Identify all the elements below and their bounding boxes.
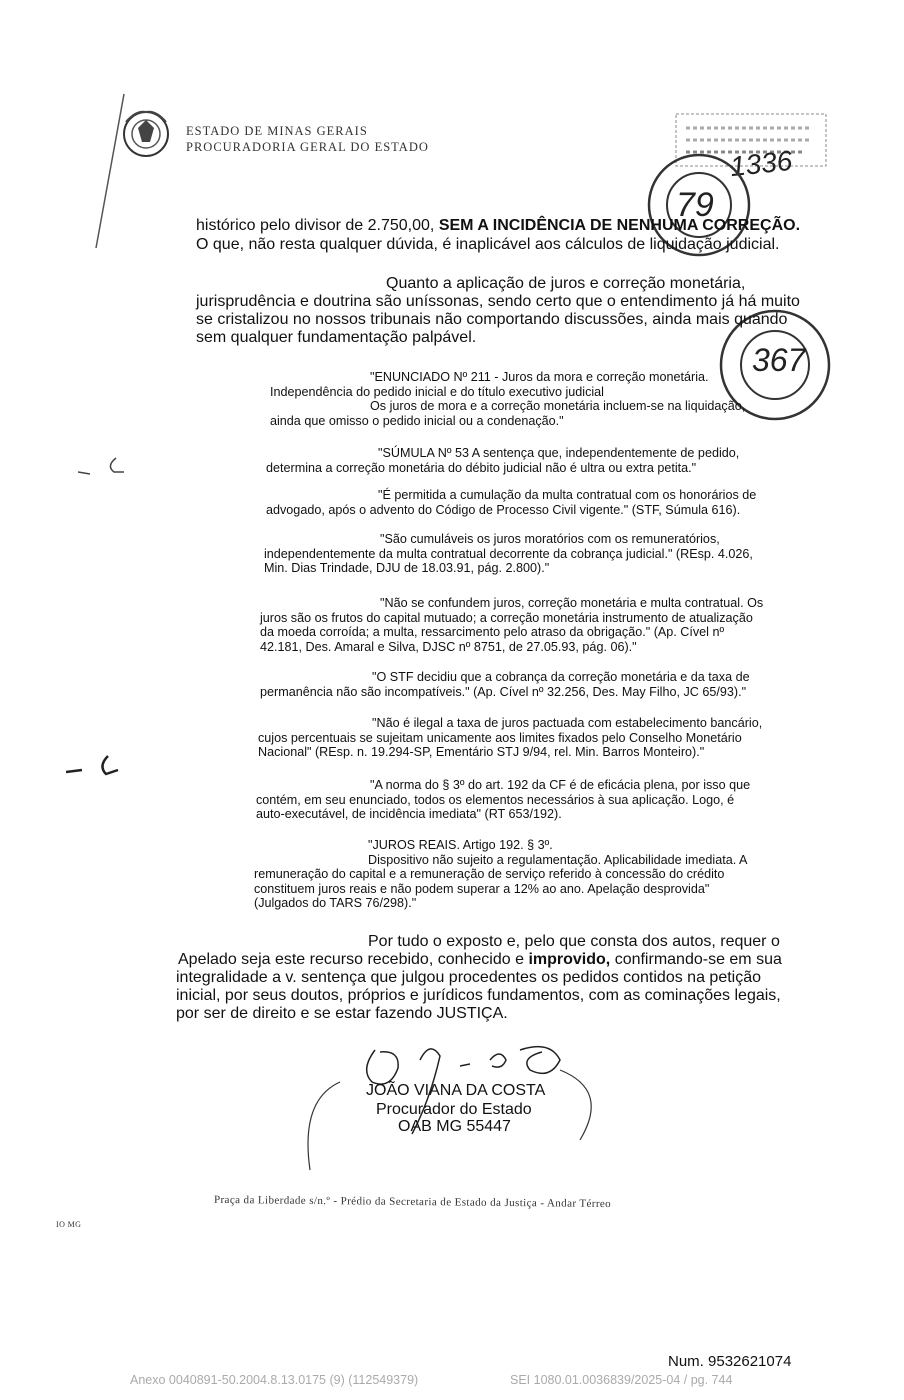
- stamp-handwritten-number: 1336: [728, 144, 794, 183]
- margin-mark-1: [78, 452, 138, 482]
- signature-oab: OAB MG 55447: [398, 1118, 511, 1135]
- quote-2: "SÚMULA Nº 53 A sentença que, independentemente de pedido, determina a correção monetária do débito judicial não é ultra ou extra petita.": [266, 446, 740, 475]
- header-state: ESTADO DE MINAS GERAIS: [186, 124, 368, 138]
- footer-code: IO MG: [56, 1220, 82, 1229]
- annex-reference: Anexo 0040891-50.2004.8.13.0175 (9) (112549379): [130, 1373, 419, 1387]
- quote-1: "ENUNCIADO Nº 211 - Juros da mora e correção monetária. Independência do pedido inicial e do título executivo judicial Os juros de mora e a correção monetária incluem-se na liquidação, ainda que omisso o pedido inicial ou a condenação.": [270, 370, 746, 428]
- quote-3: "É permitida a cumulação da multa contratual com os honorários de advogado, após o advento do Código de Processo Civil vigente." (STF, Súmula 616).: [266, 488, 757, 517]
- page-number-367: 367: [752, 342, 806, 378]
- closing-line-4: inicial, por seus doutos, próprios e jurídicos fundamentos, com as cominações legais,: [176, 987, 781, 1004]
- paragraph-2-line-2: jurisprudência e doutrina são uníssonas, sendo certo que o entendimento já há muito: [196, 293, 800, 310]
- page-number-79: 79: [676, 186, 714, 224]
- quote-6: "O STF decidiu que a cobrança da correção monetária e da taxa de permanência não são incompatíveis." (Ap. Cível nº 32.256, Des. May Filho, JC 65/93).": [260, 670, 750, 699]
- signature-title: Procurador do Estado: [376, 1101, 532, 1118]
- paragraph-2-line-3: se cristalizou no nossos tribunais não comportando discussões, ainda mais quando: [196, 311, 788, 328]
- closing-line-3: integralidade a v. sentença que julgou procedentes os pedidos contidos na petição: [176, 969, 762, 986]
- closing-line-2: Apelado seja este recurso recebido, conhecido e improvido, confirmando-se em sua: [178, 951, 782, 968]
- header-office: PROCURADORIA GERAL DO ESTADO: [186, 140, 429, 154]
- document-number: Num. 9532621074: [668, 1353, 792, 1370]
- sei-reference: SEI 1080.01.0036839/2025-04 / pg. 744: [510, 1373, 733, 1387]
- paragraph-1-line-1: histórico pelo divisor de 2.750,00, SEM A INCIDÊNCIA DE NENHUMA CORREÇÃO.: [196, 217, 801, 234]
- quote-7: "Não é ilegal a taxa de juros pactuada com estabelecimento bancário, cujos percentuais se sujeitam unicamente aos limites fixados pelo Conselho Monetário Nacional" (REsp. n. 19.294-SP, Ementário STJ 9/94, rel. Min. Barros Monteiro).": [258, 716, 763, 759]
- signature-name: JOÃO VIANA DA COSTA: [366, 1082, 546, 1099]
- handwritten-stroke-icon: [90, 92, 130, 252]
- quote-8: "A norma do § 3º do art. 192 da CF é de eficácia plena, por isso que contém, em seu enunciado, todos os elementos necessários à sua aplicação. Logo, é auto-executável, de incidência imediata" (RT 653/192).: [256, 778, 751, 821]
- paragraph-2-line-1: Quanto a aplicação de juros e correção monetária,: [386, 275, 746, 292]
- paragraph-2-line-4: sem qualquer fundamentação palpável.: [196, 329, 477, 346]
- quote-5: "Não se confundem juros, correção monetária e multa contratual. Os juros são os frutos do capital mutuado; a correção monetária instrumento de atualização da moeda corroída; a multa, ressarcimento pelo atraso da obrigação." (Ap. Cível nº 42.181, Des. Amaral e Silva, DJSC nº 8751, de 27.05.93, pág. 06).": [260, 596, 764, 654]
- footer-address: Praça da Liberdade s/n.º - Prédio da Secretaria de Estado da Justiça - Andar Térreo: [213, 1193, 612, 1211]
- closing-line-1: Por tudo o exposto e, pelo que consta dos autos, requer o: [368, 933, 780, 950]
- closing-line-5: por ser de direito e se estar fazendo JUSTIÇA.: [176, 1005, 508, 1022]
- quote-9: "JUROS REAIS. Artigo 192. § 3º. Dispositivo não sujeito a regulamentação. Aplicabilidade imediata. A remuneração do capital e a remuneração de serviço referido à concessão do crédito constituem juros reais e não podem superar a 12% ao ano. Apelação desprovida" (Julgados do TARS 76/298).": [254, 838, 748, 910]
- paragraph-1-line-2: O que, não resta qualquer dúvida, é inaplicável aos cálculos de liquidação judicial.: [196, 236, 780, 253]
- margin-mark-2: [66, 752, 136, 782]
- quote-4: "São cumuláveis os juros moratórios com os remuneratórios, independentemente da multa contratual decorrente da cobrança judicial." (REsp. 4.026, Min. Dias Trindade, DJU de 18.03.91, pág. 2.800).": [264, 532, 753, 575]
